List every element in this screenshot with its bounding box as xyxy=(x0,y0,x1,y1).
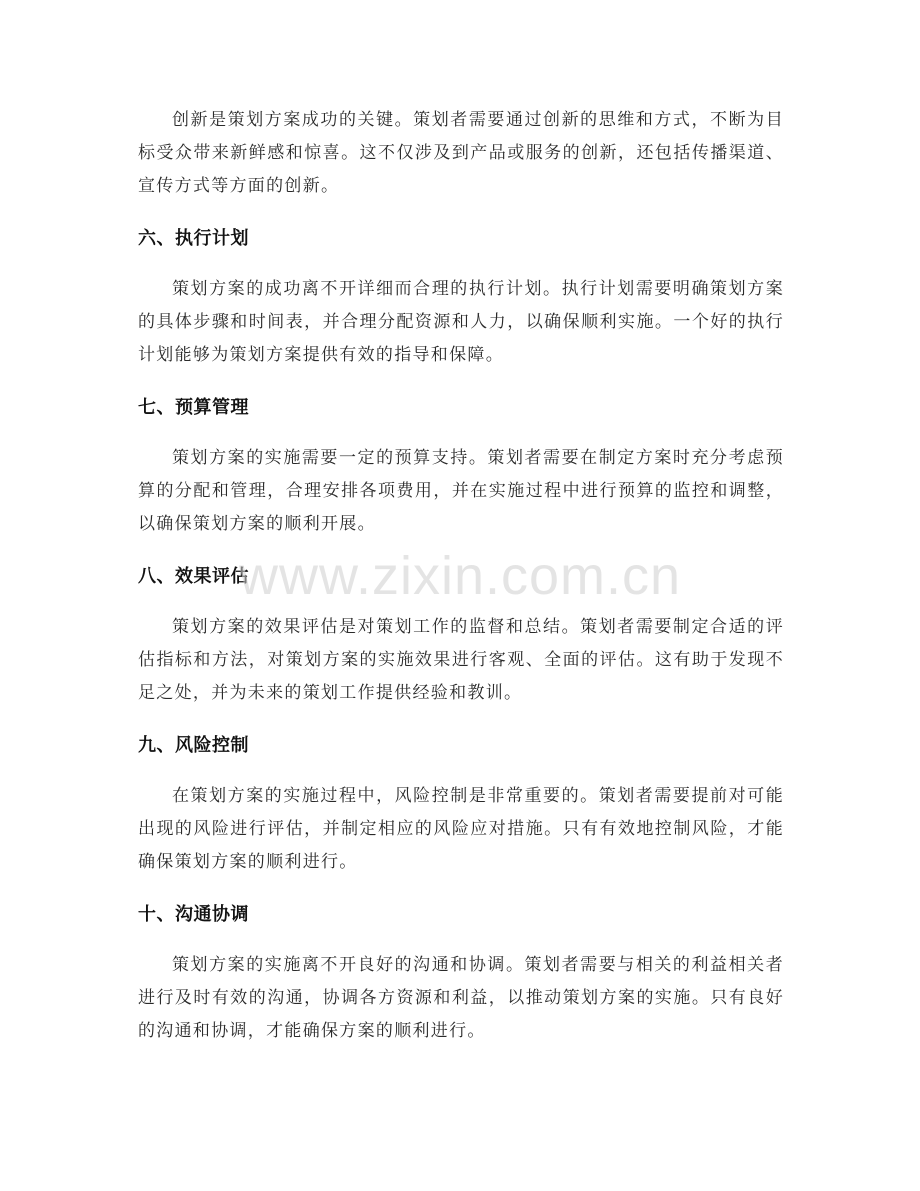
section-heading: 九、风险控制 xyxy=(138,735,249,756)
section-effect-evaluation xyxy=(138,565,784,710)
watermark: www.zixin.com.cn xyxy=(238,546,682,606)
section-risk-control xyxy=(138,734,784,879)
document-content xyxy=(138,104,784,1048)
section-execution-plan xyxy=(138,227,784,372)
section-paragraph: 在策划方案的实施过程中，风险控制是非常重要的。策划者需要提前对可能出现的风险进行评估，并制定相应的风险应对措施。只有有效地控制风险，才能确保策划方案的顺利进行。 xyxy=(138,786,784,872)
section-paragraph: 策划方案的实施离不开良好的沟通和协调。策划者需要与相关的利益相关者进行及时有效的沟通，协调各方资源和利益，以推动策划方案的实施。只有良好的沟通和协调，才能确保方案的顺利进行。 xyxy=(138,955,784,1041)
section-heading: 八、效果评估 xyxy=(138,566,249,587)
section-paragraph: 策划方案的实施需要一定的预算支持。策划者需要在制定方案时充分考虑预算的分配和管理，合理安排各项费用，并在实施过程中进行预算的监控和调整，以确保策划方案的顺利开展。 xyxy=(138,448,784,534)
section-budget-management xyxy=(138,396,784,541)
section-heading: 十、沟通协调 xyxy=(138,904,249,925)
section-paragraph: 策划方案的成功离不开详细而合理的执行计划。执行计划需要明确策划方案的具体步骤和时间表，并合理分配资源和人力，以确保顺利实施。一个好的执行计划能够为策划方案提供有效的指导和保障。 xyxy=(138,279,784,365)
section-heading: 六、执行计划 xyxy=(138,228,249,249)
section-paragraph: 策划方案的效果评估是对策划工作的监督和总结。策划者需要制定合适的评估指标和方法，对策划方案的实施效果进行客观、全面的评估。这有助于发现不足之处，并为未来的策划工作提供经验和教训。 xyxy=(138,617,784,703)
section-heading: 七、预算管理 xyxy=(138,397,249,418)
section-communication xyxy=(138,903,784,1048)
intro-paragraph: 创新是策划方案成功的关键。策划者需要通过创新的思维和方式，不断为目标受众带来新鲜感和惊喜。这不仅涉及到产品或服务的创新，还包括传播渠道、宣传方式等方面的创新。 xyxy=(138,110,784,196)
